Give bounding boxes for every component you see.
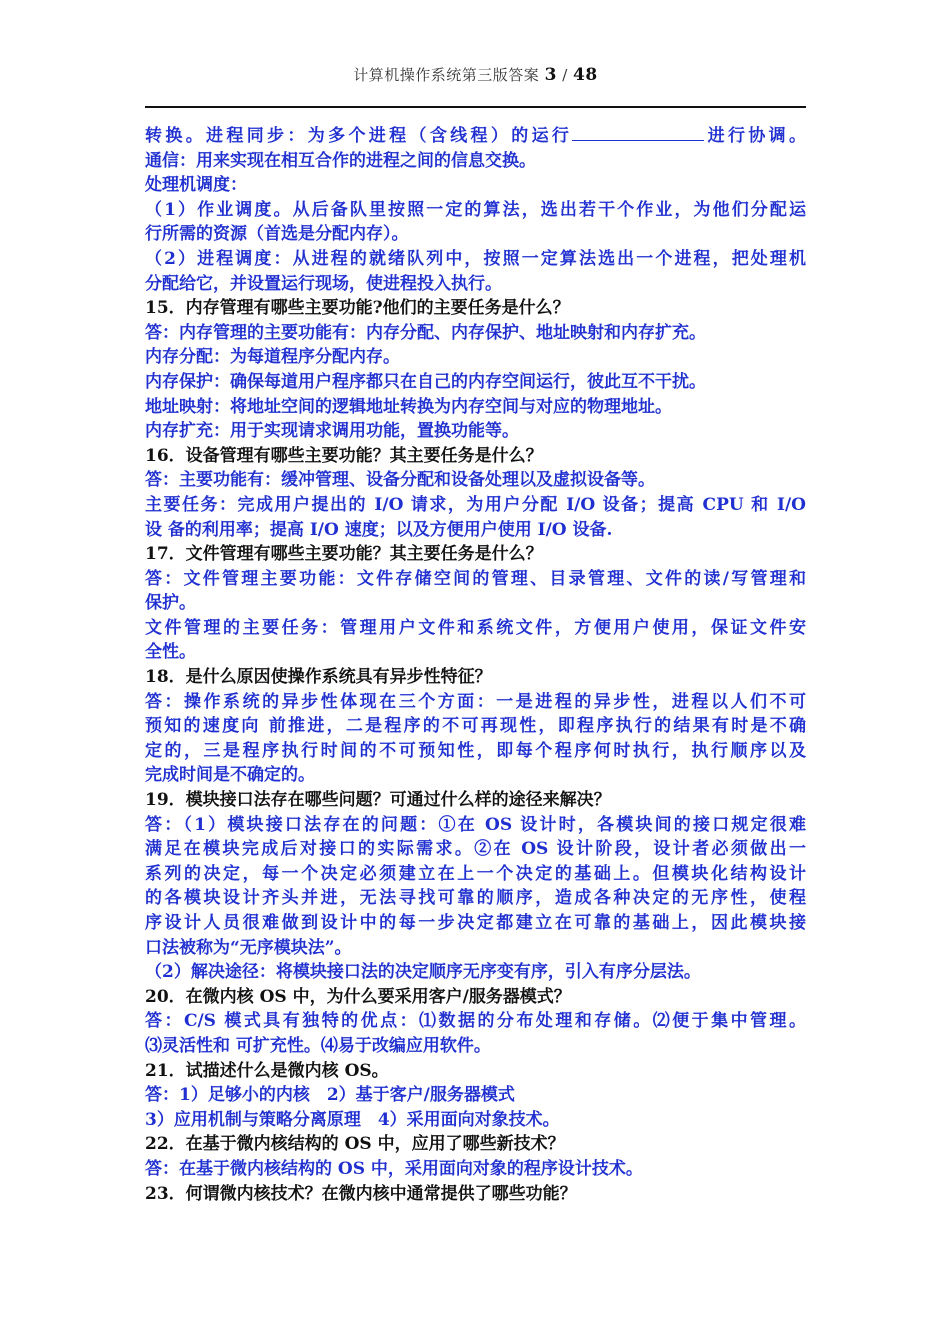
line-text: 3）应用机制与策略分离原理 4）采用面向对象技术。 bbox=[145, 1109, 560, 1130]
answer-line bbox=[145, 960, 806, 985]
line-text: 通信：用来实现在相互合作的进程之间的信息交换。 bbox=[145, 150, 536, 171]
document-body bbox=[145, 124, 806, 1206]
answer-line bbox=[145, 1009, 806, 1034]
line-text: 16．设备管理有哪些主要功能？其主要任务是什么？ bbox=[145, 445, 543, 466]
line-text: 19．模块接口法存在哪些问题？可通过什么样的途径来解决？ bbox=[145, 790, 611, 811]
line-text-after-blank: 进行协调。 bbox=[704, 126, 807, 146]
answer-line bbox=[145, 1034, 806, 1059]
line-text: 内存分配：为每道程序分配内存。 bbox=[145, 347, 400, 368]
line-text: 内存扩充：用于实现请求调用功能，置换功能等。 bbox=[145, 421, 519, 442]
line-text: 地址映射：将地址空间的逻辑地址转换为内存空间与对应的物理地址。 bbox=[145, 396, 672, 417]
line-text: 答：内存管理的主要功能有：内存分配、内存保护、地址映射和内存扩充。 bbox=[145, 322, 706, 343]
answer-line bbox=[145, 837, 806, 862]
question-line bbox=[145, 1132, 806, 1157]
line-text: 口法被称为“无序模块法”。 bbox=[145, 937, 352, 958]
line-text: 答：1）足够小的内核 2）基于客户/服务器模式 bbox=[145, 1085, 515, 1106]
line-text: 分配给它，并设置运行现场，使进程投入执行。 bbox=[145, 273, 502, 294]
line-text: 预知的速度向 前推进，二是程序的不可再现性，即程序执行的结果有时是不确 bbox=[145, 716, 806, 737]
line-text: 处理机调度： bbox=[145, 175, 247, 196]
answer-line bbox=[145, 124, 806, 149]
document-title: 计算机操作系统第三版答案 bbox=[353, 66, 540, 84]
answer-line bbox=[145, 886, 806, 911]
line-text: 行所需的资源（首选是分配内存）。 bbox=[145, 224, 409, 245]
page-total-number: 48 bbox=[573, 65, 598, 85]
answer-line bbox=[145, 714, 806, 739]
answer-line bbox=[145, 419, 806, 444]
line-text: 转换。进程同步：为多个进程（含线程）的运行 bbox=[145, 126, 573, 146]
line-text: 的各模块设计齐头并进，无法寻找可靠的顺序，造成各种决定的无序性，使程 bbox=[145, 888, 806, 909]
line-text: 15．内存管理有哪些主要功能?他们的主要任务是什么？ bbox=[145, 298, 570, 319]
line-text: 保护。 bbox=[145, 593, 196, 614]
line-text: （1）作业调度。从后备队里按照一定的算法，选出若干个作业，为他们分配运 bbox=[145, 199, 806, 220]
answer-line bbox=[145, 518, 806, 543]
question-line bbox=[145, 1059, 806, 1084]
page-current-number: 3 bbox=[544, 65, 557, 85]
answer-line bbox=[145, 1157, 806, 1182]
line-text: 答：操作系统的异步性体现在三个方面：一是进程的异步性，进程以人们不可 bbox=[145, 691, 806, 712]
line-text: 21．试描述什么是微内核 OS。 bbox=[145, 1060, 389, 1081]
answer-line bbox=[145, 936, 806, 961]
question-line bbox=[145, 788, 806, 813]
answer-line bbox=[145, 222, 806, 247]
answer-line bbox=[145, 198, 806, 223]
answer-line bbox=[145, 567, 806, 592]
line-text: 满足在模块完成后对接口的实际需求。②在 OS 设计阶段，设计者必须做出一 bbox=[145, 839, 806, 860]
answer-line bbox=[145, 173, 806, 198]
answer-line bbox=[145, 616, 806, 641]
line-text: ⑶灵活性和 可扩充性。⑷易于改编应用软件。 bbox=[145, 1035, 491, 1056]
answer-line bbox=[145, 1108, 806, 1133]
question-line bbox=[145, 665, 806, 690]
answer-line bbox=[145, 247, 806, 272]
answer-line bbox=[145, 149, 806, 174]
line-text: 答：文件管理主要功能：文件存储空间的管理、目录管理、文件的读/写管理和 bbox=[145, 568, 806, 589]
answer-line bbox=[145, 763, 806, 788]
line-text: （2）进程调度：从进程的就绪队列中，按照一定算法选出一个进程，把处理机 bbox=[145, 248, 806, 269]
question-line bbox=[145, 296, 806, 321]
line-text: 定的，三是程序执行时间的不可预知性，即每个程序何时执行，执行顺序以及 bbox=[145, 740, 806, 761]
question-line bbox=[145, 542, 806, 567]
answer-line bbox=[145, 321, 806, 346]
answer-line bbox=[145, 468, 806, 493]
question-line bbox=[145, 444, 806, 469]
answer-line bbox=[145, 862, 806, 887]
answer-line bbox=[145, 370, 806, 395]
answer-line bbox=[145, 813, 806, 838]
line-text: 17．文件管理有哪些主要功能？其主要任务是什么？ bbox=[145, 544, 543, 565]
line-text: 答：C/S 模式具有独特的优点：⑴数据的分布处理和存储。⑵便于集中管理。 bbox=[145, 1011, 806, 1032]
header-rule bbox=[145, 106, 806, 108]
line-text: 序设计人员很难做到设计中的每一步决定都建立在可靠的基础上，因此模块接 bbox=[145, 913, 806, 933]
line-text: 18．是什么原因使操作系统具有异步性特征？ bbox=[145, 667, 492, 688]
line-text: （2）解决途径：将模块接口法的决定顺序无序变有序，引入有序分层法。 bbox=[145, 962, 701, 983]
answer-line bbox=[145, 640, 806, 665]
line-text: 全性。 bbox=[145, 642, 196, 663]
line-text: 答：在基于微内核结构的 OS 中，采用面向对象的程序设计技术。 bbox=[145, 1158, 643, 1179]
answer-line bbox=[145, 272, 806, 297]
answer-line bbox=[145, 911, 806, 936]
page-separator: / bbox=[556, 66, 574, 84]
line-text: 22．在基于微内核结构的 OS 中，应用了哪些新技术？ bbox=[145, 1134, 565, 1155]
page-header bbox=[145, 64, 806, 85]
answer-line bbox=[145, 1083, 806, 1108]
answer-line bbox=[145, 690, 806, 715]
line-text: 答：（1）模块接口法存在的问题：①在 OS 设计时，各模块间的接口规定很难 bbox=[145, 814, 806, 835]
question-line bbox=[145, 985, 806, 1010]
question-line bbox=[145, 1182, 806, 1207]
line-text: 文件管理的主要任务：管理用户文件和系统文件，方便用户使用，保证文件安 bbox=[145, 617, 806, 638]
answer-line bbox=[145, 493, 806, 518]
fill-in-blank bbox=[572, 125, 704, 141]
line-text: 系列的决定，每一个决定必须建立在上一个决定的基础上。但模块化结构设计 bbox=[145, 863, 806, 884]
line-text: 设 备的利用率；提高 I/O 速度；以及方便用户使用 I/O 设备. bbox=[145, 519, 613, 540]
answer-line bbox=[145, 345, 806, 370]
line-text: 答：主要功能有：缓冲管理、设备分配和设备处理以及虚拟设备等。 bbox=[145, 470, 655, 491]
line-text: 完成时间是不确定的。 bbox=[145, 765, 315, 786]
line-text: 内存保护：确保每道用户程序都只在自己的内存空间运行，彼此互不干扰。 bbox=[145, 371, 706, 392]
line-text: 20．在微内核 OS 中，为什么要采用客户/服务器模式？ bbox=[145, 986, 571, 1007]
answer-line bbox=[145, 395, 806, 420]
line-text: 23．何谓微内核技术？在微内核中通常提供了哪些功能？ bbox=[145, 1183, 577, 1204]
answer-line bbox=[145, 591, 806, 616]
answer-line bbox=[145, 739, 806, 764]
line-text: 主要任务：完成用户提出的 I/O 请求，为用户分配 I/O 设备；提高 CPU 和 I/O bbox=[145, 494, 806, 515]
